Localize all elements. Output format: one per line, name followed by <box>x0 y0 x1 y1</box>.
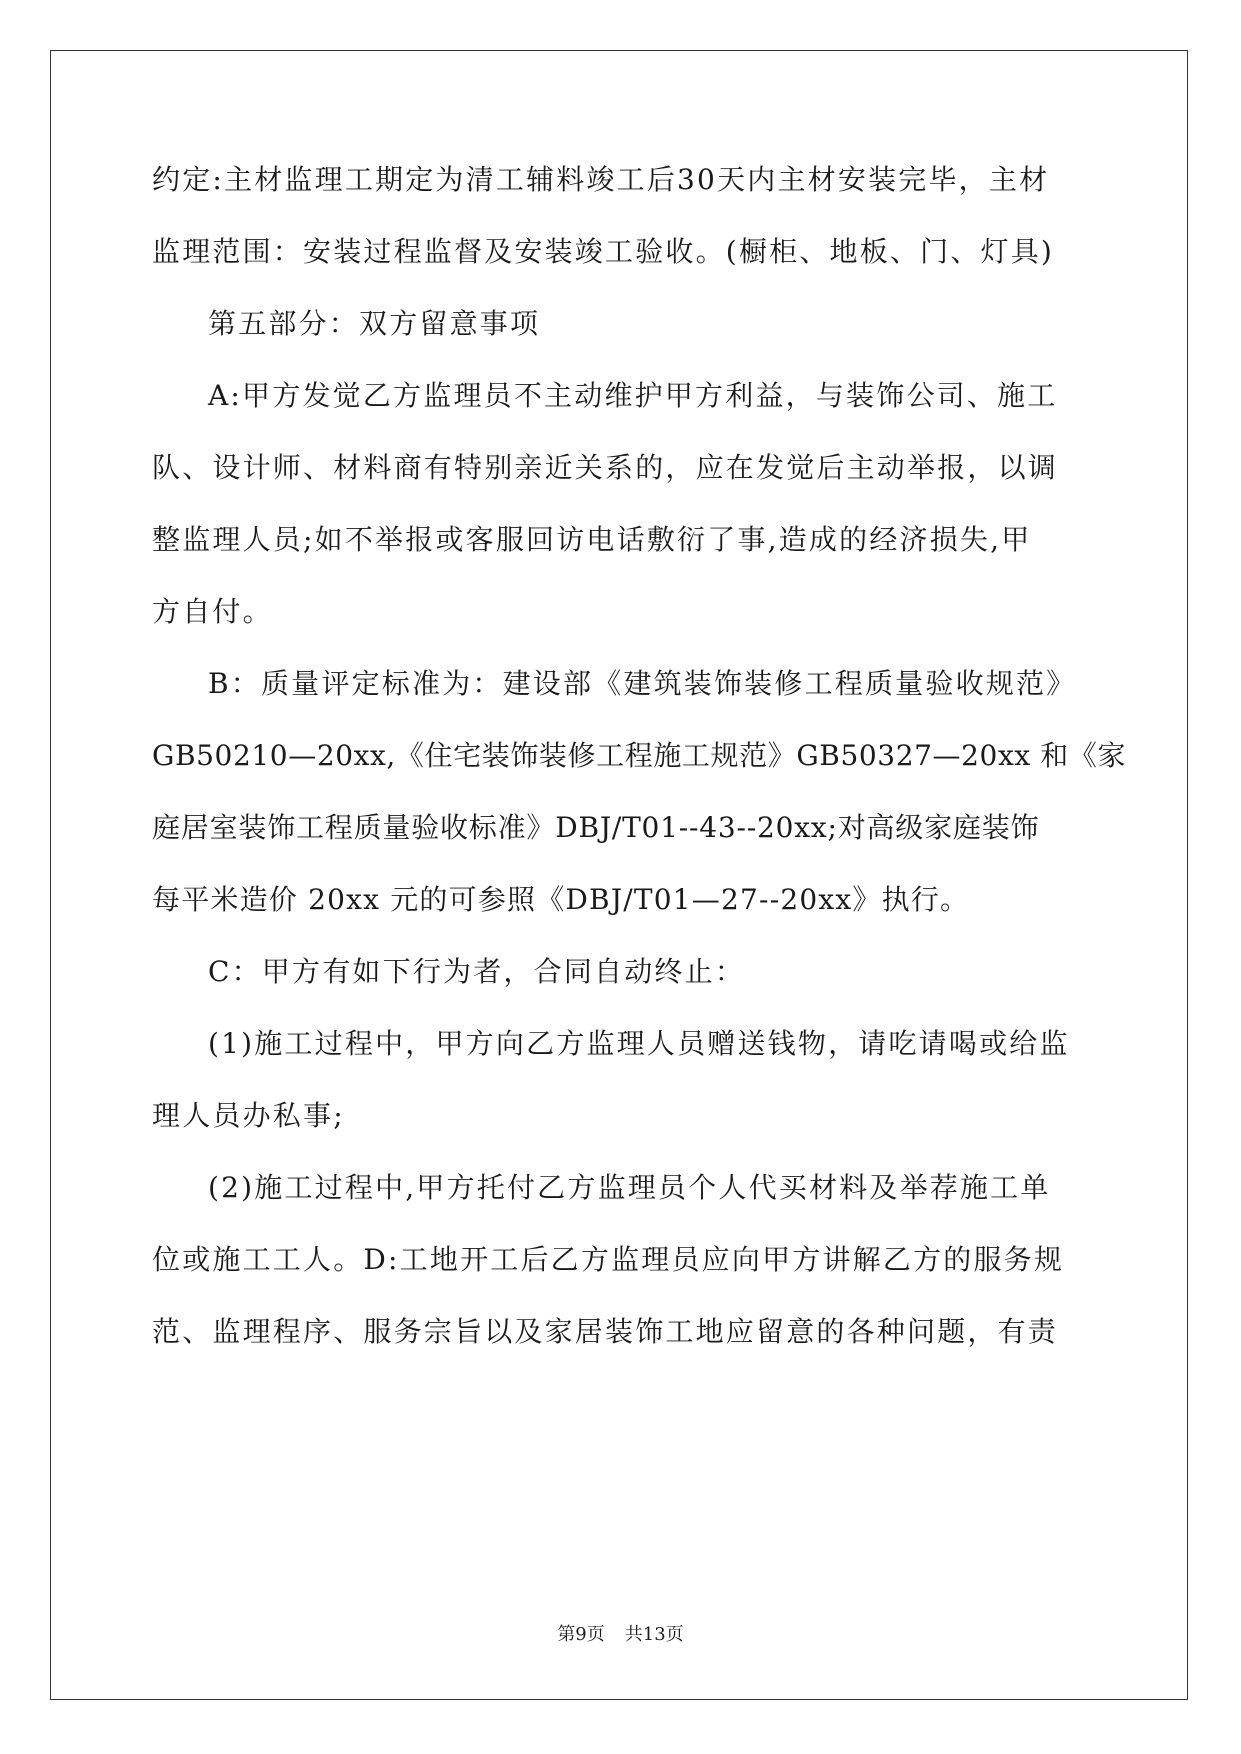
body-line: 庭居室装饰工程质量验收标准》DBJ/T01--43--20xx;对高级家庭装饰 <box>152 811 1040 844</box>
page-footer <box>0 1623 1241 1647</box>
body-line: A:甲方发觉乙方监理员不主动维护甲方利益，与装饰公司、施工 <box>208 379 1058 412</box>
body-line: 理人员办私事; <box>152 1099 345 1132</box>
page-total: 共13页 <box>624 1624 684 1645</box>
body-line: 监理范围：安装过程监督及安装竣工验收。(橱柜、地板、门、灯具) <box>152 235 1055 268</box>
body-line: 位或施工工人。D:工地开工后乙方监理员应向甲方讲解乙方的服务规 <box>152 1243 1065 1276</box>
body-line: 方自付。 <box>152 595 273 628</box>
body-line: 约定:主材监理工期定为清工辅料竣工后30天内主材安装完毕，主材 <box>152 163 1050 196</box>
body-line: (2)施工过程中,甲方托付乙方监理员个人代买材料及举荐施工单 <box>208 1171 1051 1204</box>
body-line: 整监理人员;如不举报或客服回访电话敷衍了事,造成的经济损失,甲 <box>152 523 1032 556</box>
page-border <box>50 50 1188 1700</box>
body-line: GB50210—20xx,《住宅装饰装修工程施工规范》GB50327—20xx 和《家 <box>152 739 1127 772</box>
body-line: 范、监理程序、服务宗旨以及家居装饰工地应留意的各种问题，有责 <box>152 1315 1059 1348</box>
page-number: 第9页 <box>557 1624 605 1645</box>
body-line: C：甲方有如下行为者，合同自动终止： <box>208 955 746 988</box>
body-line: 每平米造价 20xx 元的可参照《DBJ/T01—27--20xx》执行。 <box>152 883 970 916</box>
section-heading: 第五部分：双方留意事项 <box>208 307 541 340</box>
body-line: 队、设计师、材料商有特别亲近关系的，应在发觉后主动举报，以调 <box>152 451 1059 484</box>
body-line: (1)施工过程中，甲方向乙方监理人员赠送钱物，请吃请喝或给监 <box>208 1027 1070 1060</box>
body-line: B：质量评定标准为：建设部《建筑装饰装修工程质量验收规范》 <box>208 667 1077 700</box>
